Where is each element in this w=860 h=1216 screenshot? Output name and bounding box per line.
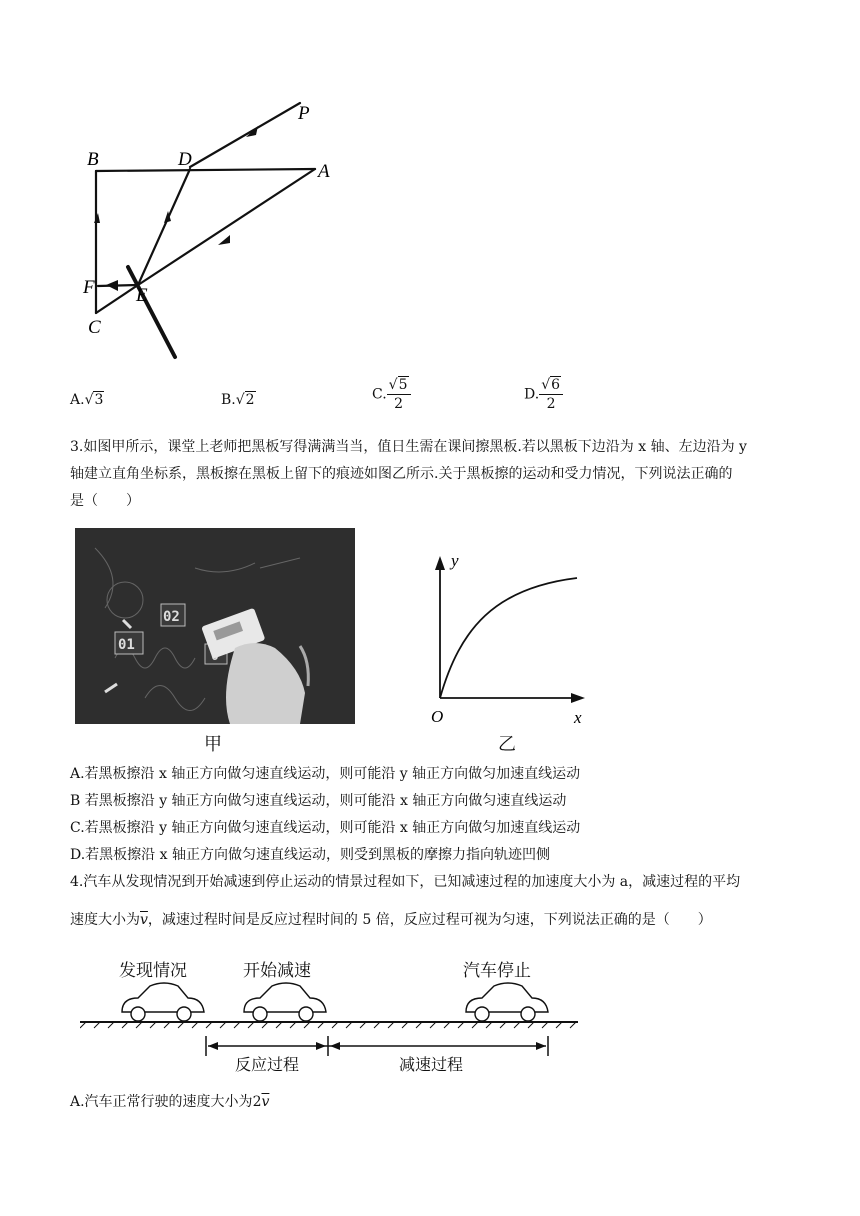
label-P: P xyxy=(298,103,310,124)
q2-option-a: A.√3 xyxy=(70,392,104,408)
q3-option-b: B 若黑板擦沿 y 轴正方向做匀速直线运动，则可能沿 x 轴正方向做匀速直线运动 xyxy=(70,793,567,809)
q4-option-a: A.汽车正常行驶的速度大小为$2\overline{v}$ xyxy=(70,1094,270,1110)
label-A: A xyxy=(318,161,330,182)
graph-x-label: x xyxy=(574,708,582,727)
car-motion-figure xyxy=(80,978,580,1070)
q3-stem-line1: 3.如图甲所示，课堂上老师把黑板写得满满当当，值日生需在课间擦黑板.若以黑板下边沿为 x 轴、左边沿为 y xyxy=(70,439,747,455)
car-label-stop: 汽车停止 xyxy=(463,961,531,981)
label-E: E xyxy=(136,285,148,306)
q4-stem-line2: 速度大小为$\overline{v}$，减速过程时间是反应过程时间的 5 倍，反应过程可视为匀速，下列说法正确的是（ ） xyxy=(70,912,712,928)
graph-y-label: y xyxy=(451,551,459,570)
q3-stem-line3: 是（ ） xyxy=(70,493,140,509)
q3-option-c: C.若黑板擦沿 y 轴正方向做匀速直线运动，则可能沿 x 轴正方向做匀加速直线运动 xyxy=(70,820,581,836)
blackboard-photo xyxy=(75,528,355,724)
car-2 xyxy=(244,983,326,1021)
label-D: D xyxy=(178,149,192,170)
v-bar-symbol: $\overline{v}$ xyxy=(140,912,148,928)
car-1 xyxy=(122,983,204,1021)
q3-stem-line2: 轴建立直角坐标系，黑板擦在黑板上留下的痕迹如图乙所示.关于黑板擦的运动和受力情况，下列说法正确的 xyxy=(70,466,733,482)
caption-jia: 甲 xyxy=(204,734,222,755)
q2-option-d: D. $\frac{√6}{2}$ xyxy=(524,376,563,413)
graph-origin-label: O xyxy=(431,707,444,726)
q4-stem-line1: 4.汽车从发现情况到开始减速到停止运动的情景过程如下，已知减速过程的加速度大小为 a，减速过程的平均 xyxy=(70,874,741,890)
segment-deceleration: 减速过程 xyxy=(396,1052,466,1075)
q2-option-c: C. $\frac{√5}{2}$ xyxy=(372,376,411,413)
label-B: B xyxy=(87,149,99,170)
car-label-start-decel: 开始减速 xyxy=(243,961,311,981)
q3-option-d: D.若黑板擦沿 x 轴正方向做匀速直线运动，则受到黑板的摩擦力指向轨迹凹侧 xyxy=(70,847,550,863)
caption-yi: 乙 xyxy=(498,734,516,755)
q2-option-b: B.√2 xyxy=(221,392,255,408)
light-path-figure xyxy=(70,95,360,370)
trajectory-graph xyxy=(425,548,595,728)
board-text-02: 02 xyxy=(163,609,180,625)
board-text-01: 01 xyxy=(118,637,135,653)
q3-option-a: A.若黑板擦沿 x 轴正方向做匀速直线运动，则可能沿 y 轴正方向做匀加速直线运动 xyxy=(70,766,581,782)
car-label-discover: 发现情况 xyxy=(119,961,187,981)
label-C: C xyxy=(88,317,101,338)
segment-reaction: 反应过程 xyxy=(232,1052,302,1075)
label-F: F xyxy=(83,277,95,298)
car-3 xyxy=(466,983,548,1021)
